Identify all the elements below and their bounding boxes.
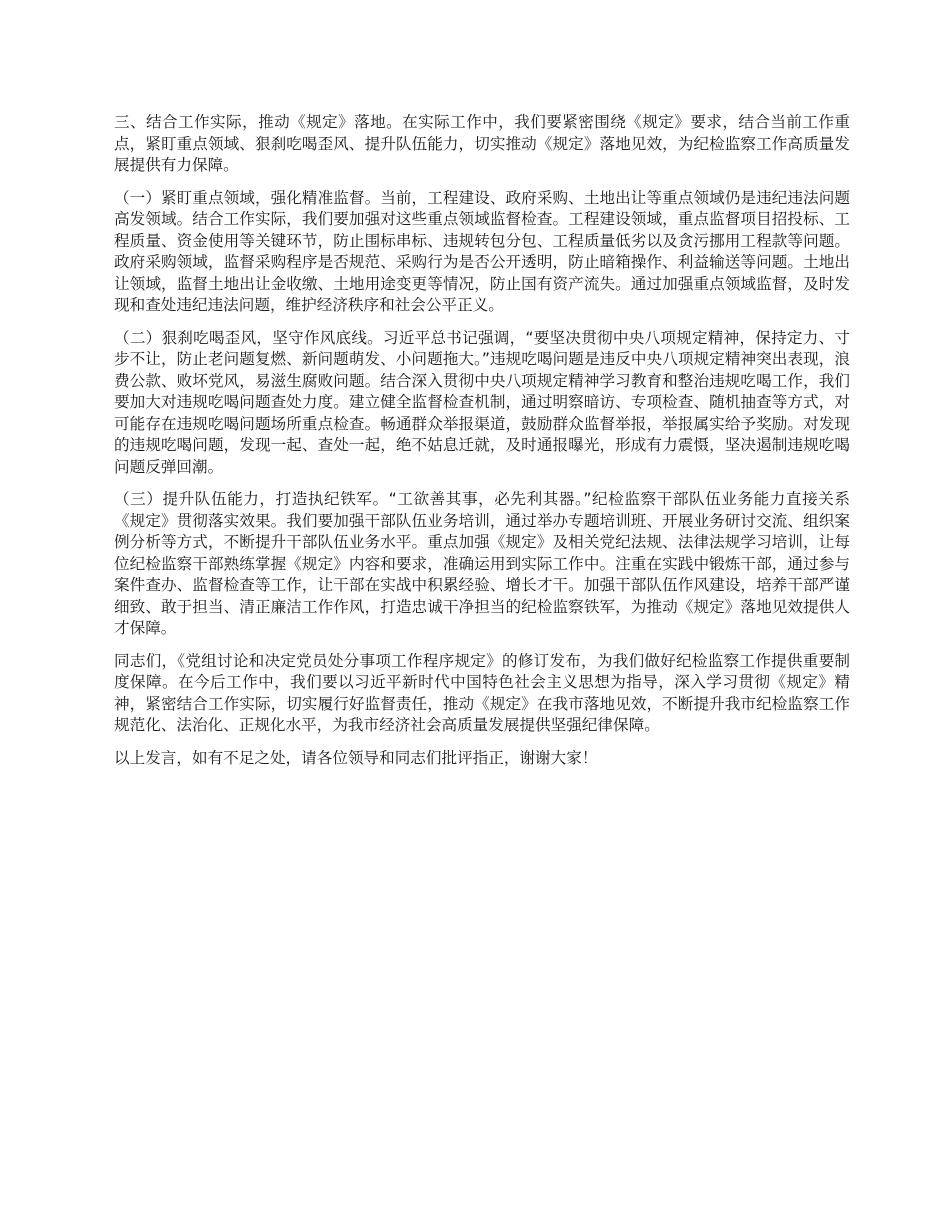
- document-body: [114, 112, 850, 780]
- paragraph-key-areas: （一）紧盯重点领域，强化精准监督。当前，工程建设、政府采购、土地出让等重点领域仍是违纪违法问题高发领域。结合工作实际，我们要加强对这些重点领域监督检查。工程建设领域，重点监督项目招投标、工程质量、资金使用等关键环节，防止围标串标、违规转包分包、工程质量低劣以及贪污挪用工程款等问题。政府采购领域，监督采购程序是否规范、采购行为是否公开透明，防止暗箱操作、利益输送等问题。土地出让领域，监督土地出让金收缴、土地用途变更等情况，防止国有资产流失。通过加强重点领域监督，及时发现和查处违纪违法问题，维护经济秩序和社会公平正义。: [114, 188, 850, 314]
- paragraph-dining-style: （二）狠刹吃喝歪风，坚守作风底线。习近平总书记强调，“要坚决贯彻中央八项规定精神，保持定力、寸步不让，防止老问题复燃、新问题萌发、小问题拖大。”违规吃喝问题是违反中央八项规定精神突出表现，浪费公款、败坏党风，易滋生腐败问题。结合深入贯彻中央八项规定精神学习教育和整治违规吃喝工作，我们要加大对违规吃喝问题查处力度。建立健全监督检查机制，通过明察暗访、专项检查、随机抽查等方式，对可能存在违规吃喝问题场所重点检查。畅通群众举报渠道，鼓励群众监督举报，举报属实给予奖励。对发现的违规吃喝问题，发现一起、查处一起，绝不姑息迁就，及时通报曝光，形成有力震慑，坚决遏制违规吃喝问题反弹回潮。: [114, 328, 850, 476]
- paragraph-section-three: 三、结合工作实际，推动《规定》落地。在实际工作中，我们要紧密围绕《规定》要求，结合当前工作重点，紧盯重点领域、狠刹吃喝歪风、提升队伍能力，切实推动《规定》落地见效，为纪检监察工作高质量发展提供有力保障。: [114, 113, 850, 174]
- paragraph-closing-remarks: 以上发言，如有不足之处，请各位领导和同志们批评指正，谢谢大家！: [114, 748, 598, 767]
- paragraph-conclusion: 同志们，《党组讨论和决定党员处分事项工作程序规定》的修订发布，为我们做好纪检监察工作提供重要制度保障。在今后工作中，我们要以习近平新时代中国特色社会主义思想为指导，深入学习贯彻《规定》精神，紧密结合工作实际，切实履行好监督责任，推动《规定》在我市落地见效，不断提升我市纪检监察工作规范化、法治化、正规化水平，为我市经济社会高质量发展提供坚强纪律保障。: [114, 651, 850, 734]
- paragraph-team-capability: （三）提升队伍能力，打造执纪铁军。“工欲善其事，必先利其器。”纪检监察干部队伍业务能力直接关系《规定》贯彻落实效果。我们要加强干部队伍业务培训，通过举办专题培训班、开展业务研讨交流、组织案例分析等方式，不断提升干部队伍业务水平。重点加强《规定》及相关党纪法规、法律法规学习培训，让每位纪检监察干部熟练掌握《规定》内容和要求，准确运用到实际工作中。注重在实践中锻炼干部，通过参与案件查办、监督检查等工作，让干部在实战中积累经验、增长才干。加强干部队伍作风建设，培养干部严谨细致、敢于担当、清正廉洁工作作风，打造忠诚干净担当的纪检监察铁军，为推动《规定》落地见效提供人才保障。: [114, 490, 850, 637]
